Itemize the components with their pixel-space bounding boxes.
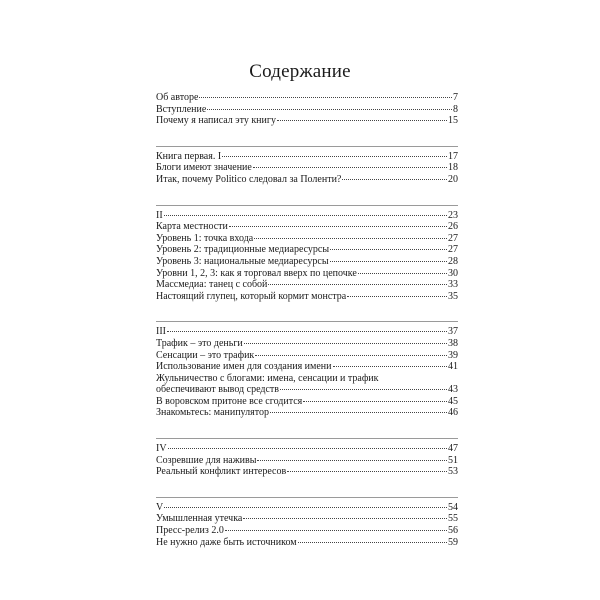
group-separator: [156, 186, 458, 206]
toc-entry[interactable]: [156, 350, 458, 362]
toc-entry-title: II: [156, 209, 163, 221]
toc-entry-title: Уровень 2: традиционные медиаресурсы: [156, 244, 330, 256]
leader-dots: [268, 284, 447, 285]
toc-entry[interactable]: [156, 174, 458, 186]
toc-entry-page: 45: [448, 395, 458, 407]
leader-dots: [330, 261, 447, 262]
leader-dots: [199, 97, 452, 98]
leader-dots: [243, 518, 447, 519]
toc-entry-page: 43: [448, 384, 458, 396]
toc-entry[interactable]: [156, 407, 458, 419]
group-separator: [156, 127, 458, 147]
toc-entry[interactable]: [156, 502, 458, 514]
toc-entry[interactable]: [156, 338, 458, 350]
toc-entry[interactable]: [156, 326, 458, 338]
toc-entry-title: Блоги имеют значение: [156, 162, 252, 174]
toc-entry-title: Массмедиа: танец с собой: [156, 279, 268, 291]
leader-dots: [358, 273, 447, 274]
toc-entry-page: 47: [448, 443, 458, 455]
toc-entry-title: Созревшие для наживы: [156, 454, 257, 466]
leader-dots: [168, 448, 447, 449]
toc-entry[interactable]: [156, 466, 458, 478]
toc-entry-page: 38: [448, 337, 458, 349]
toc-entry-page: 55: [448, 513, 458, 525]
toc-entry-page: 20: [448, 173, 458, 185]
leader-dots: [222, 156, 447, 157]
toc-entry[interactable]: [156, 443, 458, 455]
toc-entry[interactable]: [156, 361, 458, 373]
leader-dots: [277, 120, 447, 121]
toc-entry-page: 56: [448, 525, 458, 537]
toc-entry-page: 37: [448, 326, 458, 338]
toc-entry[interactable]: [156, 373, 458, 396]
leader-dots: [167, 331, 447, 332]
toc-entry-title: V: [156, 501, 164, 513]
toc-entry[interactable]: [156, 291, 458, 303]
toc-group: [156, 92, 458, 147]
toc-entry[interactable]: [156, 256, 458, 268]
leader-dots: [207, 109, 452, 110]
toc-group: [156, 210, 458, 323]
toc-group: [156, 151, 458, 206]
toc-entry-page: 8: [453, 103, 458, 115]
toc-entry-title: Уровень 1: точка входа: [156, 232, 254, 244]
toc-entry-page: 59: [448, 536, 458, 548]
leader-dots: [342, 179, 447, 180]
toc-entry-title: Не нужно даже быть источником: [156, 536, 297, 548]
toc-entry-page: 46: [448, 407, 458, 419]
toc-entry-title: Жульничество с блогами: имена, сенсации и трафик: [156, 372, 379, 384]
toc-entry[interactable]: [156, 151, 458, 163]
toc-entry[interactable]: [156, 162, 458, 174]
leader-dots: [280, 389, 447, 390]
toc-entry-title: Уровни 1, 2, 3: как я торговал вверх по цепочке: [156, 267, 357, 279]
toc-entry-page: 41: [448, 361, 458, 373]
leader-dots: [298, 542, 447, 543]
toc-entry-title: Трафик – это деньги: [156, 337, 243, 349]
leader-dots: [229, 226, 447, 227]
toc-entry-title: Карта местности: [156, 221, 228, 233]
group-separator: [156, 302, 458, 322]
group-separator: [156, 478, 458, 498]
toc-entry-title: Пресс-релиз 2.0: [156, 525, 224, 537]
toc-entry-page: 17: [448, 150, 458, 162]
toc-entry-page: 7: [453, 92, 458, 103]
toc-entry[interactable]: [156, 455, 458, 467]
toc-entry-title-wrapped: [156, 373, 458, 396]
toc-entry[interactable]: [156, 233, 458, 245]
leader-dots: [333, 366, 448, 367]
table-of-contents: [156, 92, 458, 548]
toc-entry-page: 27: [448, 232, 458, 244]
group-separator: [156, 419, 458, 439]
toc-entry-title-line: [156, 384, 458, 396]
toc-entry[interactable]: [156, 244, 458, 256]
toc-entry-page: 18: [448, 162, 458, 174]
toc-entry[interactable]: [156, 115, 458, 127]
toc-entry-title: Уровень 3: национальные медиаресурсы: [156, 255, 329, 267]
leader-dots: [225, 530, 447, 531]
toc-entry-page: 23: [448, 209, 458, 221]
toc-entry[interactable]: [156, 268, 458, 280]
toc-entry-title: Вступление: [156, 103, 207, 115]
leader-dots: [254, 238, 447, 239]
toc-entry-page: 33: [448, 279, 458, 291]
toc-entry-title: IV: [156, 443, 167, 455]
toc-entry[interactable]: [156, 221, 458, 233]
leader-dots: [270, 412, 447, 413]
leader-dots: [164, 507, 447, 508]
toc-entry-page: 53: [448, 466, 458, 478]
toc-entry-page: 39: [448, 349, 458, 361]
toc-entry-title: В воровском притоне все сгодится: [156, 395, 303, 407]
toc-entry-title: Знакомьтесь: манипулятор: [156, 407, 269, 419]
toc-entry[interactable]: [156, 513, 458, 525]
toc-entry-title: обеспечивают вывод средств: [156, 384, 279, 396]
toc-entry-title: Книга первая. I: [156, 150, 222, 162]
toc-group: [156, 326, 458, 439]
leader-dots: [330, 249, 447, 250]
toc-entry-title: Почему я написал эту книгу: [156, 115, 276, 127]
toc-entry-title: Итак, почему Politico следовал за Поленти?: [156, 173, 342, 185]
toc-entry-title: Об авторе: [156, 92, 199, 103]
toc-group: [156, 443, 458, 498]
toc-entry[interactable]: [156, 104, 458, 116]
toc-entry-page: 51: [448, 454, 458, 466]
leader-dots: [303, 401, 447, 402]
toc-entry[interactable]: [156, 525, 458, 537]
leader-dots: [257, 460, 447, 461]
toc-entry-title: Умышленная утечка: [156, 513, 243, 525]
leader-dots: [253, 167, 447, 168]
toc-entry-page: 27: [448, 244, 458, 256]
toc-entry-title: Использование имен для создания имени: [156, 361, 332, 373]
toc-entry-title: Настоящий глупец, который кормит монстра: [156, 290, 347, 302]
page-title: Содержание: [249, 61, 351, 82]
toc-entry[interactable]: [156, 279, 458, 291]
leader-dots: [164, 215, 447, 216]
toc-entry-page: 35: [448, 290, 458, 302]
leader-dots: [244, 343, 447, 344]
toc-entry[interactable]: [156, 210, 458, 222]
toc-entry-page: 30: [448, 267, 458, 279]
toc-entry-title: Сенсации – это трафик: [156, 349, 255, 361]
toc-entry-title: Реальный конфликт интересов: [156, 466, 287, 478]
toc-entry-page: 54: [448, 501, 458, 513]
toc-entry-page: 15: [448, 115, 458, 127]
toc-entry-page: 28: [448, 255, 458, 267]
leader-dots: [255, 355, 447, 356]
toc-entry-page: 26: [448, 221, 458, 233]
toc-entry-title: III: [156, 326, 166, 338]
toc-entry-title-line: [156, 373, 458, 385]
leader-dots: [347, 296, 447, 297]
leader-dots: [287, 471, 447, 472]
toc-entry[interactable]: [156, 92, 458, 104]
toc-entry[interactable]: [156, 537, 458, 549]
toc-entry[interactable]: [156, 396, 458, 408]
toc-group: [156, 502, 458, 548]
